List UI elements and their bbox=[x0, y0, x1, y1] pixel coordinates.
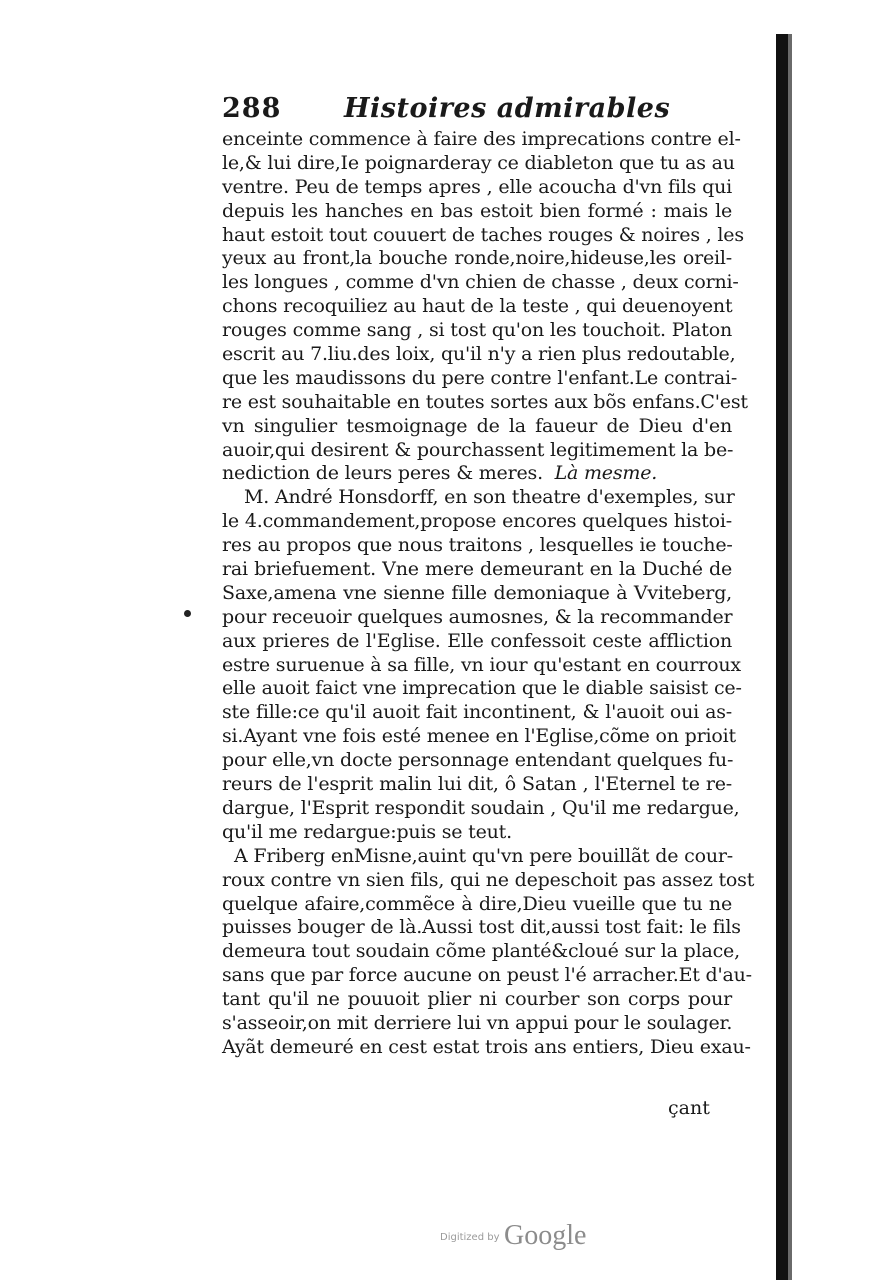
running-title: Histoires admirables bbox=[344, 93, 671, 124]
text-line: qu'il me redargue:puis se teut. bbox=[222, 820, 512, 843]
text-line: escrit au 7.liu.des loix, qu'il n'y a rien plus redoutable, bbox=[222, 343, 736, 366]
text-line: rai briefuement. Vne mere demeurant en la Duché de bbox=[222, 558, 732, 581]
text-line: chons recoquiliez au haut de la teste , qui deuenoyent bbox=[222, 295, 733, 318]
text-line: haut estoit tout couuert de taches rouges & noires , les bbox=[222, 223, 744, 246]
page-number: 288 bbox=[222, 93, 282, 124]
text-line: pour receuoir quelques aumosnes, & la recommander bbox=[222, 605, 733, 628]
text-line-content: nediction de leurs peres & meres. bbox=[222, 462, 543, 485]
text-line: rouges comme sang , si tost qu'on les touchoit. Platon bbox=[222, 319, 732, 342]
binding-edge-shadow bbox=[776, 34, 788, 1280]
page-header bbox=[222, 94, 722, 128]
text-line: vn singulier tesmoignage de la faueur de Dieu d'en bbox=[222, 414, 732, 437]
google-logo-text: Google bbox=[504, 1220, 587, 1251]
text-line: dargue, l'Esprit respondit soudain , Qu'il me redargue, bbox=[222, 796, 740, 819]
paragraph-3 bbox=[222, 844, 755, 1060]
text-line: A Friberg enMisne,auint qu'vn pere bouillãt de cour- bbox=[234, 844, 733, 867]
text-line: Saxe,amena vne sienne fille demoniaque à Vviteberg, bbox=[222, 581, 732, 604]
text-line: demeura tout soudain cõme planté&cloué sur la place, bbox=[222, 940, 740, 963]
text-line: re est souhaitable en toutes sortes aux bõs enfans.C'est bbox=[222, 390, 748, 413]
text-line: le,& lui dire,Ie poignarderay ce diableton que tu as au bbox=[222, 151, 735, 174]
paragraph-1 bbox=[222, 128, 748, 486]
text-line: elle auoit faict vne imprecation que le diable saisist ce- bbox=[222, 677, 742, 700]
text-line: M. André Honsdorff, en son theatre d'exemples, sur bbox=[244, 486, 735, 509]
margin-ink-mark bbox=[184, 610, 191, 617]
text-line: enceinte commence à faire des imprecations contre el- bbox=[222, 128, 741, 150]
body-text bbox=[222, 128, 755, 1060]
text-line: puisses bouger de là.Aussi tost dit,aussi tost fait: le fils bbox=[222, 916, 741, 939]
text-line bbox=[222, 462, 732, 486]
text-line: Ayãt demeuré en cest estat trois ans entiers, Dieu exau- bbox=[222, 1035, 751, 1058]
text-line: quelque afaire,commẽce à dire,Dieu vueille que tu ne bbox=[222, 892, 732, 915]
catchword: çant bbox=[668, 1097, 710, 1119]
text-line: que les maudissons du pere contre l'enfant.Le contrai- bbox=[222, 366, 738, 389]
digitized-by-label: Digitized by bbox=[440, 1232, 500, 1243]
text-line: depuis les hanches en bas estoit bien formé : mais le bbox=[222, 199, 732, 222]
paragraph-2 bbox=[222, 486, 742, 844]
text-line: s'asseoir,on mit derriere lui vn appui pour le soulager. bbox=[222, 1011, 733, 1034]
text-line: ventre. Peu de temps apres , elle acoucha d'vn fils qui bbox=[222, 175, 732, 198]
text-line: les longues , comme d'vn chien de chasse , deux corni- bbox=[222, 271, 739, 294]
text-line: reurs de l'esprit malin lui dit, ô Satan , l'Eternel te re- bbox=[222, 773, 732, 796]
text-line: res au propos que nous traitons , lesquelles ie touche- bbox=[222, 534, 733, 557]
text-line: le 4.commandement,propose encores quelques histoi- bbox=[222, 510, 732, 533]
citation: Là mesme. bbox=[554, 462, 658, 485]
text-line: sans que par force aucune on peust l'é arracher.Et d'au- bbox=[222, 964, 752, 987]
text-line: tant qu'il ne pouuoit plier ni courber son corps pour bbox=[222, 988, 732, 1011]
text-line: estre suruenue à sa fille, vn iour qu'estant en courroux bbox=[222, 653, 741, 676]
text-line: si.Ayant vne fois esté menee en l'Eglise,cõme on prioit bbox=[222, 725, 736, 748]
text-line: aux prieres de l'Eglise. Elle confessoit ceste affliction bbox=[222, 629, 732, 652]
text-line: roux contre vn sien fils, qui ne depeschoit pas assez tost bbox=[222, 868, 755, 891]
binding-edge-highlight bbox=[788, 34, 792, 1280]
text-line: auoir,qui desirent & pourchassent legitimement la be- bbox=[222, 438, 734, 461]
text-line: pour elle,vn docte personnage entendant quelques fu- bbox=[222, 749, 734, 772]
text-line: ste fille:ce qu'il auoit fait incontinent, & l'auoit oui as- bbox=[222, 701, 732, 724]
text-line: yeux au front,la bouche ronde,noire,hideuse,les oreil- bbox=[222, 247, 732, 270]
